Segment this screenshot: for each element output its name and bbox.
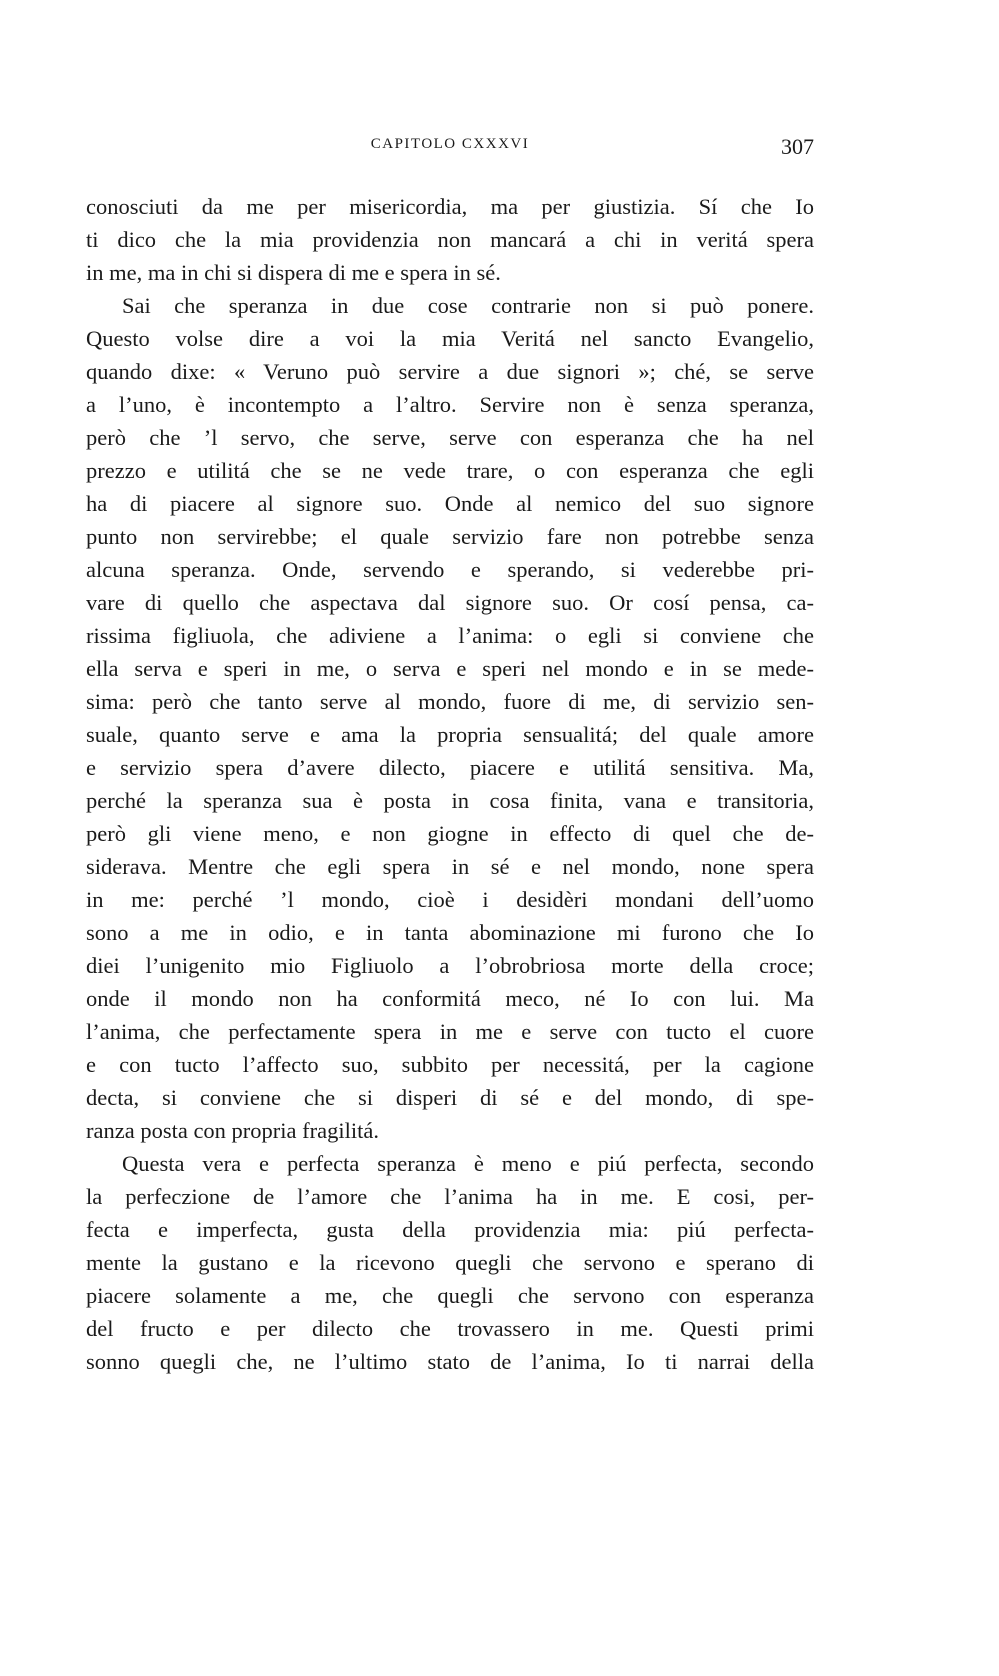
text-line: la perfeczione de l’amore che l’anima ha in me. E cosi, per- (86, 1184, 814, 1209)
text-line: sima: però che tanto serve al mondo, fuore di me, di servizio sen- (86, 689, 814, 714)
text-line: però gli viene meno, e non giogne in effecto di quel che de- (86, 821, 814, 846)
text-line: a l’uno, è incontempto a l’altro. Servire non è senza speranza, (86, 392, 814, 417)
text-line: però che ’l servo, che serve, serve con esperanza che ha nel (86, 425, 814, 450)
text-line: onde il mondo non ha conformitá meco, né Io con lui. Ma (86, 986, 814, 1011)
text-line: conosciuti da me per misericordia, ma per giustizia. Sí che Io (86, 194, 814, 219)
text-line: ti dico che la mia providenzia non mancará a chi in veritá spera (86, 227, 814, 252)
text-line: siderava. Mentre che egli spera in sé e nel mondo, none spera (86, 854, 814, 879)
text-line: sonno quegli che, ne l’ultimo stato de l’anima, Io ti narrai della (86, 1349, 814, 1374)
text-line: ranza posta con propria fragilitá. (86, 1118, 379, 1143)
page-number: 307 (781, 134, 814, 159)
text-line: l’anima, che perfectamente spera in me e serve con tucto el cuore (86, 1019, 814, 1044)
text-line: diei l’unigenito mio Figliuolo a l’obrobriosa morte della croce; (86, 953, 814, 978)
text-line: alcuna speranza. Onde, servendo e sperando, si vederebbe pri- (86, 557, 814, 582)
text-line: sono a me in odio, e in tanta abominazione mi furono che Io (86, 920, 814, 945)
text-line: ha di piacere al signore suo. Onde al nemico del suo signore (86, 491, 814, 516)
text-line: suale, quanto serve e ama la propria sensualitá; del quale amore (86, 722, 814, 747)
text-line: quando dixe: « Veruno può servire a due signori »; ché, se serve (86, 359, 814, 384)
text-line: piacere solamente a me, che quegli che servono con esperanza (86, 1283, 814, 1308)
text-line: vare di quello che aspectava dal signore suo. Or cosí pensa, ca- (86, 590, 814, 615)
page-header (86, 136, 814, 166)
text-line: prezzo e utilitá che se ne vede trare, o con esperanza che egli (86, 458, 814, 483)
text-line: perché la speranza sua è posta in cosa finita, vana e transitoria, (86, 788, 814, 813)
text-line: e servizio spera d’avere dilecto, piacere e utilitá sensitiva. Ma, (86, 755, 814, 780)
running-head: CAPITOLO CXXXVI (370, 136, 530, 152)
text-line: Sai che speranza in due cose contrarie non si può ponere. (122, 293, 814, 318)
text-line: fecta e imperfecta, gusta della providenzia mia: piú perfecta- (86, 1217, 814, 1242)
text-line: punto non servirebbe; el quale servizio fare non potrebbe senza (86, 524, 814, 549)
text-line: in me, ma in chi si dispera di me e spera in sé. (86, 260, 501, 285)
text-line: in me: perché ’l mondo, cioè i desidèri mondani dell’uomo (86, 887, 814, 912)
text-line: e con tucto l’affecto suo, subbito per necessitá, per la cagione (86, 1052, 814, 1077)
text-line: decta, si conviene che si disperi di sé e del mondo, di spe- (86, 1085, 814, 1110)
text-line: ella serva e speri in me, o serva e speri nel mondo e in se mede- (86, 656, 814, 681)
text-line: mente la gustano e la ricevono quegli che servono e sperano di (86, 1250, 814, 1275)
text-line: Questa vera e perfecta speranza è meno e piú perfecta, secondo (122, 1151, 814, 1176)
body-text (86, 190, 814, 1378)
text-line: rissima figliuola, che adiviene a l’anima: o egli si conviene che (86, 623, 814, 648)
text-line: Questo volse dire a voi la mia Veritá nel sancto Evangelio, (86, 326, 814, 351)
text-line: del fructo e per dilecto che trovassero in me. Questi primi (86, 1316, 814, 1341)
